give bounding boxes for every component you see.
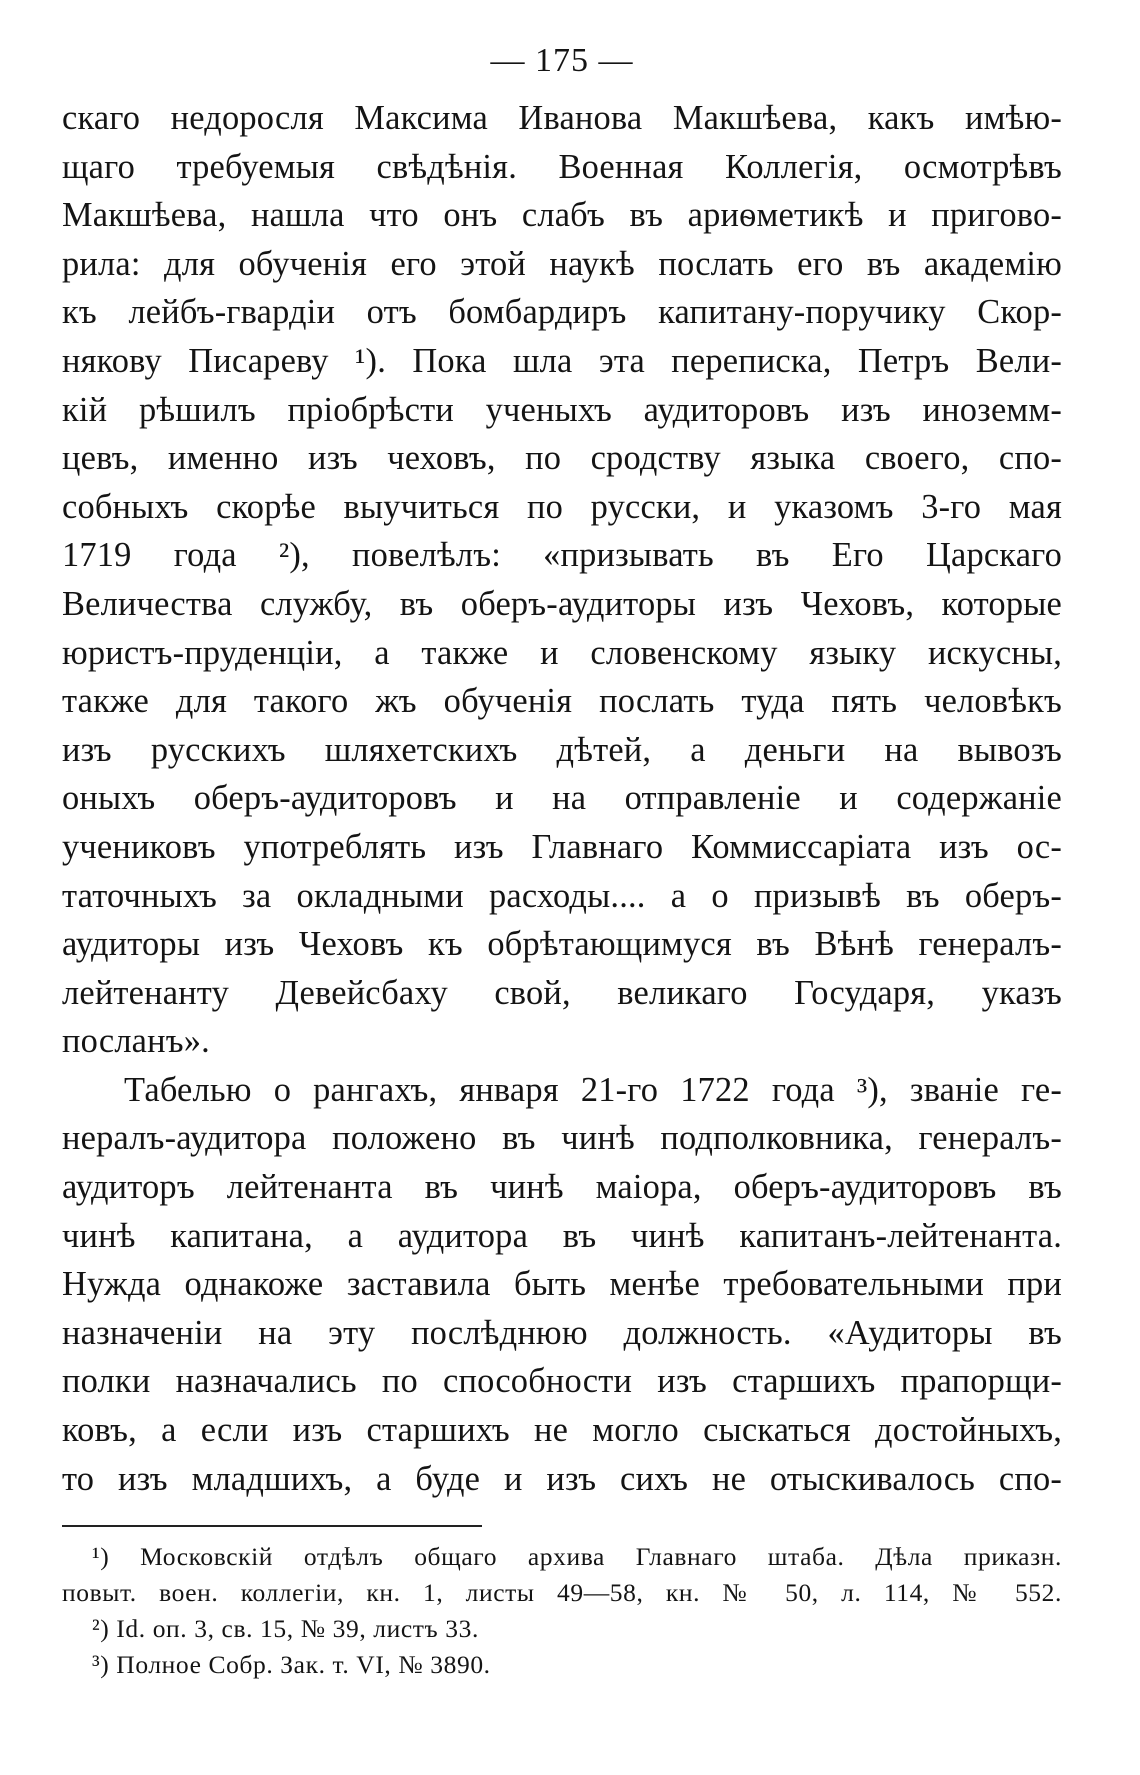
text-line: посланъ».: [62, 1022, 210, 1061]
text-line: чинѣ капитана, а аудитора въ чинѣ капитанъ-лейтенанта.: [62, 1216, 1062, 1255]
text-line: щаго требуемыя свѣдѣнія. Военная Коллегія, осмотрѣвъ: [62, 147, 1062, 186]
page-number: — 175 —: [490, 42, 634, 79]
footnote-line: ¹) Московскій отдѣлъ общаго архива Главнаго штаба. Дѣла приказн.: [92, 1542, 1062, 1572]
text-line: собныхъ скорѣе выучиться по русски, и указомъ 3-го мая: [62, 487, 1062, 526]
text-line: то изъ младшихъ, а буде и изъ сихъ не отыскивалось спо-: [62, 1459, 1062, 1498]
text-line: также для такого жъ обученія послать туда пять человѣкъ: [62, 682, 1062, 721]
footnote-divider: [62, 1525, 482, 1527]
main-text: [62, 94, 1062, 1503]
text-line: полки назначались по способности изъ старшихъ прапорщи-: [62, 1362, 1062, 1401]
text-line: 1719 года ²), повелѣлъ: «призывать въ Его Царскаго: [62, 536, 1062, 575]
footnotes: [62, 1539, 1062, 1683]
text-line: някову Писареву ¹). Пока шла эта переписка, Петръ Вели-: [62, 341, 1062, 380]
text-line: аудиторъ лейтенанта въ чинѣ маіора, оберъ-аудиторовъ въ: [62, 1168, 1062, 1207]
text-line: скаго недоросля Максима Иванова Макшѣева, какъ имѣю-: [62, 99, 1062, 137]
text-line: изъ русскихъ шляхетскихъ дѣтей, а деньги на вывозъ: [62, 730, 1062, 769]
text-line: ковъ, а если изъ старшихъ не могло сыскаться достойныхъ,: [62, 1411, 1062, 1450]
text-line: къ лейбъ-гвардіи отъ бомбардиръ капитану-поручику Скор-: [62, 293, 1062, 332]
text-line: учениковъ употреблять изъ Главнаго Коммиссаріата изъ ос-: [62, 827, 1062, 866]
text-line: Табелью о рангахъ, января 21-го 1722 года ³), званіе ге-: [124, 1070, 1062, 1109]
text-line: лейтенанту Девейсбаху свой, великаго Государя, указъ: [62, 973, 1062, 1012]
text-line: Величества службу, въ оберъ-аудиторы изъ Чеховъ, которые: [62, 584, 1062, 623]
text-line: цевъ, именно изъ чеховъ, по сродству языка своего, спо-: [62, 439, 1062, 478]
text-line: назначеніи на эту послѣднюю должность. «Аудиторы въ: [62, 1313, 1062, 1352]
text-line: Макшѣева, нашла что онъ слабъ въ ариѳметикѣ и пригово-: [62, 196, 1062, 235]
text-line: нералъ-аудитора положено въ чинѣ подполковника, генералъ-: [62, 1119, 1062, 1158]
text-line: оныхъ оберъ-аудиторовъ и на отправленіе и содержаніе: [62, 779, 1062, 818]
text-line: таточныхъ за окладными расходы.... а о призывѣ въ оберъ-: [62, 876, 1062, 915]
text-line: юристъ-пруденціи, а также и словенскому языку искусны,: [62, 633, 1062, 672]
footnote-line: повыт. воен. коллегіи, кн. 1, листы 49—58, кн. № 50, л. 114, № 552.: [62, 1578, 1062, 1608]
footnote-line: ³) Полное Собр. Зак. т. VI, № 3890.: [92, 1650, 491, 1680]
text-line: кій рѣшилъ пріобрѣсти ученыхъ аудиторовъ изъ иноземм-: [62, 390, 1062, 429]
footnote-line: ²) Id. оп. 3, св. 15, № 39, листъ 33.: [92, 1614, 479, 1644]
text-line: Нужда однакоже заставила быть менѣе требовательными при: [62, 1265, 1062, 1304]
text-line: аудиторы изъ Чеховъ къ обрѣтающимуся въ Вѣнѣ генералъ-: [62, 925, 1062, 964]
book-page: [62, 38, 1062, 1683]
text-line: рила: для обученія его этой наукѣ послать его въ академію: [62, 244, 1062, 283]
